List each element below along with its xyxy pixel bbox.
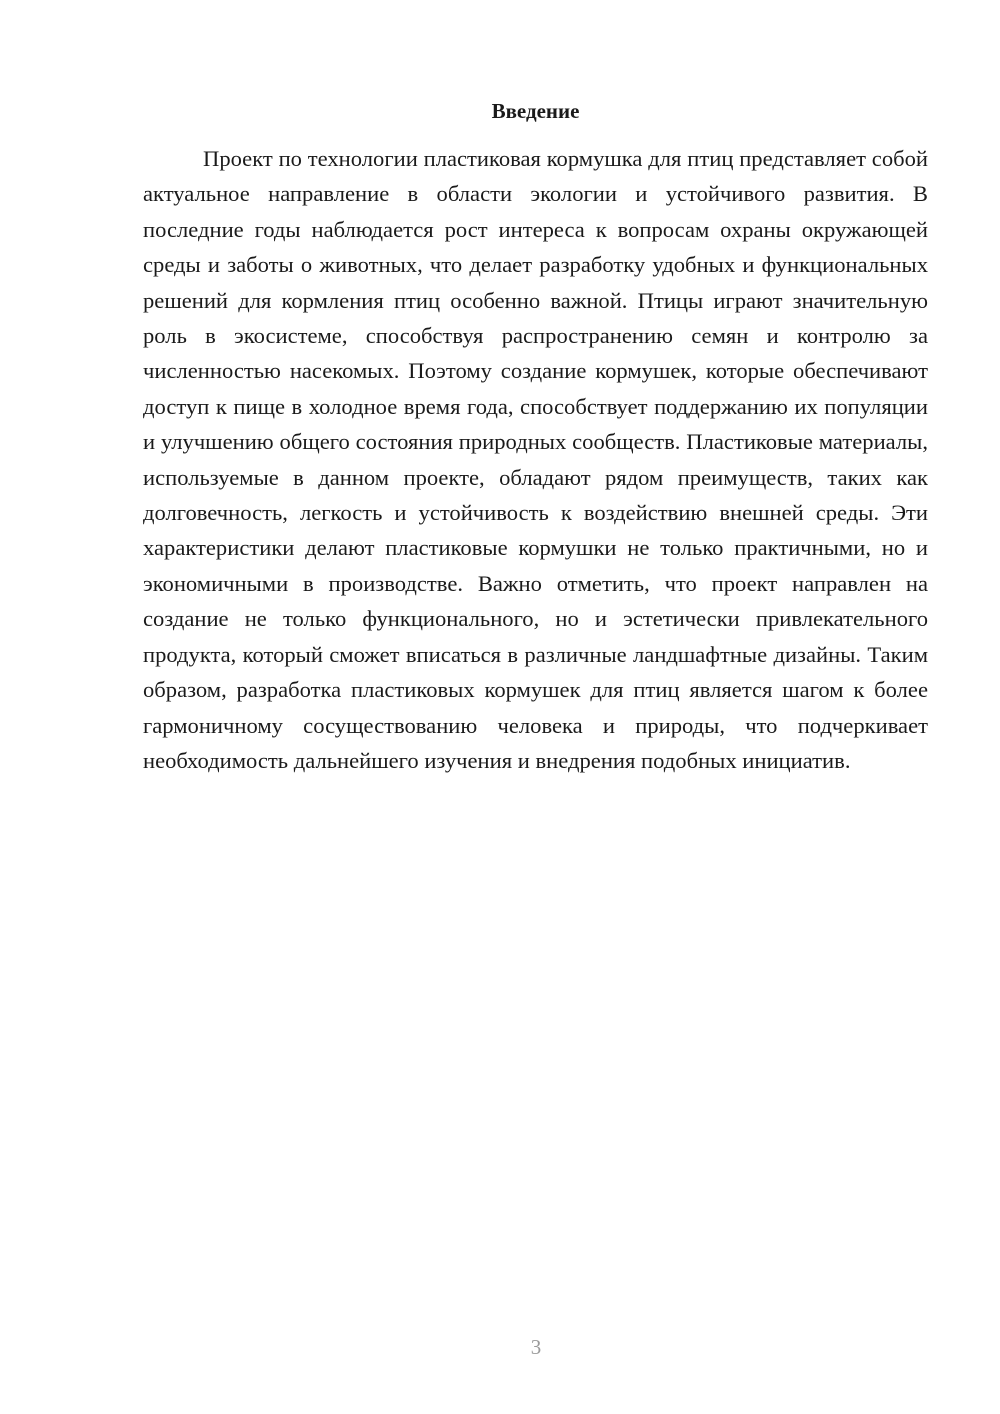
section-heading: Введение (491, 99, 580, 123)
page-number: 3 (530, 1335, 542, 1359)
introduction-paragraph: Проект по технологии пластиковая кормушка для птиц представляет собой актуальное направление в области экологии и устойчивого развития. В последние годы наблюдается рост интереса к вопросам охраны окружающей среды и заботы о животных, что делает разработку удобных и функциональных решений для кормления птиц особенно важной. Птицы играют значительную роль в экосистеме, способствуя распространению семян и контролю за численностью насекомых. Поэтому создание кормушек, которые обеспечивают доступ к пище в холодное время года, способствует поддержанию их популяции и улучшению общего состояния природных сообществ. Пластиковые материалы, используемые в данном проекте, обладают рядом преимуществ, таких как долговечность, легкость и устойчивость к воздействию внешней среды. Эти характеристики делают пластиковые кормушки не только практичными, но и экономичными в производстве. Важно отметить, что проект направлен на создание не только функционального, но и эстетически привлекательного продукта, который сможет вписаться в различные ландшафтные дизайны. Таким образом, разработка пластиковых кормушек для птиц является шагом к более гармоничному сосуществованию человека и природы, что подчеркивает необходимость дальнейшего изучения и внедрения подобных инициатив. (143, 146, 928, 773)
